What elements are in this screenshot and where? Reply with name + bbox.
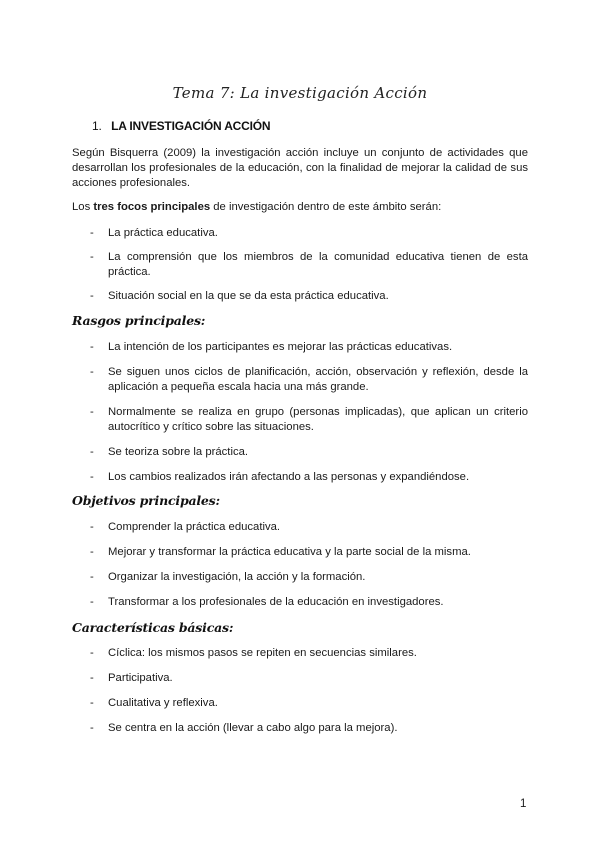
list-item bbox=[72, 470, 528, 485]
dash-bullet: - bbox=[90, 571, 94, 583]
list-item-text: Transformar a los profesionales de la educación en investigadores. bbox=[108, 596, 444, 608]
list-item-text: Mejorar y transformar la práctica educativa y la parte social de la misma. bbox=[108, 546, 471, 558]
list-item bbox=[72, 405, 528, 435]
list-item-text: La práctica educativa. bbox=[108, 227, 218, 239]
list-item bbox=[72, 671, 528, 686]
list-item bbox=[72, 226, 528, 241]
list-item-text: Participativa. bbox=[108, 672, 173, 684]
list-item-text: Se teoriza sobre la práctica. bbox=[108, 446, 249, 458]
list-item bbox=[72, 445, 528, 460]
focos-paragraph bbox=[72, 200, 528, 215]
list-item-text: Organizar la investigación, la acción y la formación. bbox=[108, 571, 366, 583]
dash-bullet: - bbox=[90, 521, 94, 533]
list-item bbox=[72, 289, 528, 304]
list-item bbox=[72, 250, 528, 280]
list-item-text: Los cambios realizados irán afectando a las personas y expandiéndose. bbox=[108, 471, 470, 483]
list-item bbox=[72, 545, 528, 560]
list-item bbox=[72, 340, 528, 355]
dash-bullet: - bbox=[90, 406, 94, 418]
list-item-text: Cíclica: los mismos pasos se repiten en secuencias similares. bbox=[108, 647, 417, 659]
list-item bbox=[72, 696, 528, 711]
dash-bullet: - bbox=[90, 471, 94, 483]
focos-list bbox=[72, 226, 528, 304]
document-title: Tema 7: La investigación Acción bbox=[172, 84, 428, 102]
intro-paragraph: Según Bisquerra (2009) la investigación acción incluye un conjunto de actividades que desarrollan los profesionales de la educación, con la finalidad de mejorar la calidad de sus acciones profesionales. bbox=[72, 147, 528, 189]
section-heading-text: LA INVESTIGACIÓN ACCIÓN bbox=[111, 119, 271, 133]
dash-bullet: - bbox=[90, 366, 94, 378]
list-item bbox=[72, 721, 528, 736]
list-item-text: Cualitativa y reflexiva. bbox=[108, 697, 218, 709]
caracteristicas-list bbox=[72, 646, 528, 736]
dash-bullet: - bbox=[90, 251, 94, 263]
objetivos-list bbox=[72, 520, 528, 610]
objetivos-heading: Objetivos principales: bbox=[72, 493, 220, 508]
dash-bullet: - bbox=[90, 722, 94, 734]
section-number: 1. bbox=[92, 119, 102, 133]
list-item-text: Se siguen unos ciclos de planificación, acción, observación y reflexión, desde la aplicación a pequeña escala hacia una más grande. bbox=[108, 366, 528, 393]
list-item-text: La intención de los participantes es mejorar las prácticas educativas. bbox=[108, 341, 453, 353]
focos-text-after: de investigación dentro de este ámbito serán: bbox=[210, 201, 442, 213]
list-item-text: La comprensión que los miembros de la comunidad educativa tienen de esta práctica. bbox=[108, 251, 528, 278]
caracteristicas-heading: Características básicas: bbox=[72, 620, 234, 635]
section-heading bbox=[92, 119, 270, 133]
list-item bbox=[72, 570, 528, 585]
dash-bullet: - bbox=[90, 546, 94, 558]
dash-bullet: - bbox=[90, 697, 94, 709]
list-item-text: Se centra en la acción (llevar a cabo algo para la mejora). bbox=[108, 722, 398, 734]
list-item-text: Situación social en la que se da esta práctica educativa. bbox=[108, 290, 389, 302]
list-item bbox=[72, 595, 528, 610]
rasgos-list bbox=[72, 340, 528, 485]
list-item bbox=[72, 520, 528, 535]
list-item-text: Normalmente se realiza en grupo (personas implicadas), que aplican un criterio autocrítico y crítico sobre las situaciones. bbox=[108, 406, 528, 433]
dash-bullet: - bbox=[90, 596, 94, 608]
dash-bullet: - bbox=[90, 446, 94, 458]
dash-bullet: - bbox=[90, 227, 94, 239]
focos-text-bold: tres focos principales bbox=[93, 201, 211, 213]
dash-bullet: - bbox=[90, 290, 94, 302]
focos-text-before: Los bbox=[72, 201, 94, 213]
rasgos-heading: Rasgos principales: bbox=[72, 313, 206, 328]
page-number: 1 bbox=[520, 798, 527, 810]
dash-bullet: - bbox=[90, 672, 94, 684]
dash-bullet: - bbox=[90, 341, 94, 353]
list-item bbox=[72, 646, 528, 661]
list-item bbox=[72, 365, 528, 395]
list-item-text: Comprender la práctica educativa. bbox=[108, 521, 281, 533]
dash-bullet: - bbox=[90, 647, 94, 659]
